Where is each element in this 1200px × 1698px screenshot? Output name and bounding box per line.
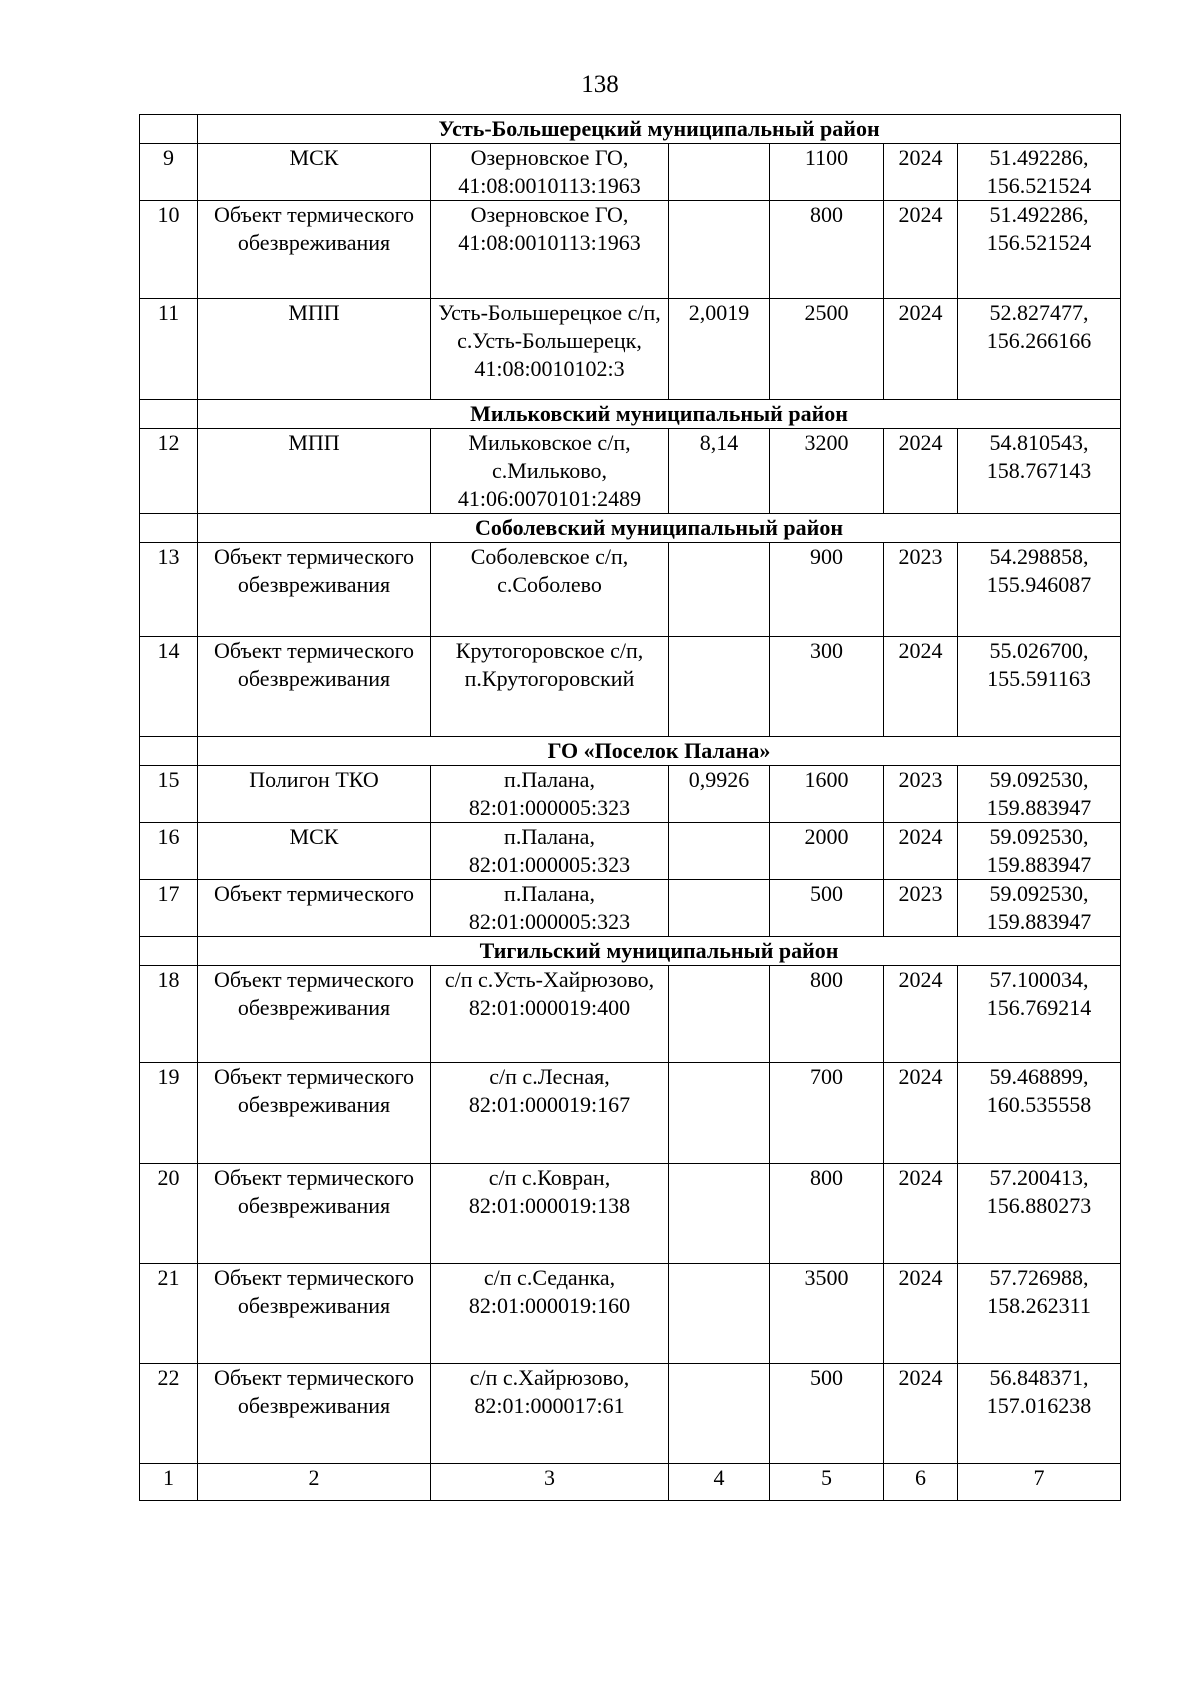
year-cell: 2024	[884, 637, 958, 737]
coords-cell: 57.100034, 156.769214	[958, 966, 1121, 1063]
area-cell	[669, 637, 770, 737]
coords-cell: 54.810543, 158.767143	[958, 429, 1121, 514]
location-cell: п.Палана, 82:01:000005:323	[431, 766, 669, 823]
coords-cell: 51.492286, 156.521524	[958, 201, 1121, 299]
capacity-cell: 900	[770, 543, 884, 637]
column-number: 3	[431, 1464, 669, 1501]
location-cell: с/п с.Хайрюзово, 82:01:000017:61	[431, 1364, 669, 1464]
year-cell: 2023	[884, 880, 958, 937]
table-row	[140, 1264, 1121, 1364]
area-cell	[669, 966, 770, 1063]
section-title: ГО «Поселок Палана»	[198, 737, 1121, 766]
table-row	[140, 299, 1121, 400]
capacity-cell: 2000	[770, 823, 884, 880]
blank-cell	[140, 400, 198, 429]
capacity-cell: 800	[770, 966, 884, 1063]
area-cell	[669, 823, 770, 880]
section-header-row	[140, 115, 1121, 144]
table-row	[140, 766, 1121, 823]
area-cell	[669, 144, 770, 201]
section-title: Усть-Большерецкий муниципальный район	[198, 115, 1121, 144]
capacity-cell: 1100	[770, 144, 884, 201]
table-row	[140, 637, 1121, 737]
location-cell: Озерновское ГО, 41:08:0010113:1963	[431, 144, 669, 201]
year-cell: 2024	[884, 1063, 958, 1164]
table-row	[140, 1063, 1121, 1164]
row-number: 11	[140, 299, 198, 400]
object-cell: Объект термического обезвреживания	[198, 201, 431, 299]
coords-cell: 59.092530, 159.883947	[958, 766, 1121, 823]
section-title: Тигильский муниципальный район	[198, 937, 1121, 966]
row-number: 9	[140, 144, 198, 201]
area-cell	[669, 1063, 770, 1164]
row-number: 22	[140, 1364, 198, 1464]
table-row	[140, 201, 1121, 299]
row-number: 17	[140, 880, 198, 937]
year-cell: 2024	[884, 823, 958, 880]
object-cell: МПП	[198, 299, 431, 400]
location-cell: Соболевское с/п, с.Соболево	[431, 543, 669, 637]
year-cell: 2023	[884, 543, 958, 637]
area-cell	[669, 201, 770, 299]
column-number: 6	[884, 1464, 958, 1501]
row-number: 20	[140, 1164, 198, 1264]
object-cell: Объект термического	[198, 880, 431, 937]
row-number: 10	[140, 201, 198, 299]
column-number: 5	[770, 1464, 884, 1501]
table-row	[140, 966, 1121, 1063]
location-cell: Крутогоровское с/п, п.Крутогоровский	[431, 637, 669, 737]
object-cell: МПП	[198, 429, 431, 514]
location-cell: п.Палана, 82:01:000005:323	[431, 823, 669, 880]
object-cell: Объект термического обезвреживания	[198, 637, 431, 737]
table-row	[140, 1164, 1121, 1264]
area-cell	[669, 880, 770, 937]
object-cell: Объект термического обезвреживания	[198, 1364, 431, 1464]
column-number: 2	[198, 1464, 431, 1501]
year-cell: 2023	[884, 766, 958, 823]
location-cell: Усть-Большерецкое с/п, с.Усть-Большерецк, 41:08:0010102:3	[431, 299, 669, 400]
area-cell	[669, 543, 770, 637]
section-title: Соболевский муниципальный район	[198, 514, 1121, 543]
row-number: 19	[140, 1063, 198, 1164]
table-row	[140, 543, 1121, 637]
location-cell: с/п с.Усть-Хайрюзово, 82:01:000019:400	[431, 966, 669, 1063]
coords-cell: 51.492286, 156.521524	[958, 144, 1121, 201]
object-cell: Объект термического обезвреживания	[198, 543, 431, 637]
facilities-table	[139, 114, 1121, 1501]
capacity-cell: 2500	[770, 299, 884, 400]
area-cell: 0,9926	[669, 766, 770, 823]
coords-cell: 54.298858, 155.946087	[958, 543, 1121, 637]
year-cell: 2024	[884, 1364, 958, 1464]
blank-cell	[140, 737, 198, 766]
capacity-cell: 1600	[770, 766, 884, 823]
capacity-cell: 500	[770, 1364, 884, 1464]
table-row	[140, 1364, 1121, 1464]
blank-cell	[140, 115, 198, 144]
location-cell: Озерновское ГО, 41:08:0010113:1963	[431, 201, 669, 299]
object-cell: МСК	[198, 823, 431, 880]
coords-cell: 59.468899, 160.535558	[958, 1063, 1121, 1164]
coords-cell: 59.092530, 159.883947	[958, 880, 1121, 937]
row-number: 16	[140, 823, 198, 880]
capacity-cell: 800	[770, 201, 884, 299]
coords-cell: 57.200413, 156.880273	[958, 1164, 1121, 1264]
area-cell	[669, 1164, 770, 1264]
coords-cell: 59.092530, 159.883947	[958, 823, 1121, 880]
section-title: Мильковский муниципальный район	[198, 400, 1121, 429]
object-cell: Полигон ТКО	[198, 766, 431, 823]
row-number: 15	[140, 766, 198, 823]
table-row	[140, 880, 1121, 937]
row-number: 14	[140, 637, 198, 737]
blank-cell	[140, 514, 198, 543]
section-header-row	[140, 514, 1121, 543]
object-cell: Объект термического обезвреживания	[198, 966, 431, 1063]
row-number: 18	[140, 966, 198, 1063]
row-number: 12	[140, 429, 198, 514]
row-number: 13	[140, 543, 198, 637]
capacity-cell: 700	[770, 1063, 884, 1164]
section-header-row	[140, 400, 1121, 429]
year-cell: 2024	[884, 966, 958, 1063]
capacity-cell: 3500	[770, 1264, 884, 1364]
table-row	[140, 144, 1121, 201]
coords-cell: 55.026700, 155.591163	[958, 637, 1121, 737]
object-cell: Объект термического обезвреживания	[198, 1164, 431, 1264]
location-cell: с/п с.Лесная, 82:01:000019:167	[431, 1063, 669, 1164]
year-cell: 2024	[884, 299, 958, 400]
coords-cell: 57.726988, 158.262311	[958, 1264, 1121, 1364]
section-header-row	[140, 937, 1121, 966]
section-header-row	[140, 737, 1121, 766]
year-cell: 2024	[884, 1264, 958, 1364]
area-cell: 8,14	[669, 429, 770, 514]
column-number: 7	[958, 1464, 1121, 1501]
table-row	[140, 429, 1121, 514]
capacity-cell: 500	[770, 880, 884, 937]
year-cell: 2024	[884, 429, 958, 514]
location-cell: Мильковское с/п, с.Мильково, 41:06:0070101:2489	[431, 429, 669, 514]
location-cell: с/п с.Седанка, 82:01:000019:160	[431, 1264, 669, 1364]
page-number: 138	[581, 71, 619, 98]
column-number: 1	[140, 1464, 198, 1501]
capacity-cell: 3200	[770, 429, 884, 514]
object-cell: МСК	[198, 144, 431, 201]
column-number-row	[140, 1464, 1121, 1501]
year-cell: 2024	[884, 144, 958, 201]
coords-cell: 52.827477, 156.266166	[958, 299, 1121, 400]
location-cell: п.Палана, 82:01:000005:323	[431, 880, 669, 937]
capacity-cell: 300	[770, 637, 884, 737]
year-cell: 2024	[884, 1164, 958, 1264]
object-cell: Объект термического обезвреживания	[198, 1063, 431, 1164]
object-cell: Объект термического обезвреживания	[198, 1264, 431, 1364]
column-number: 4	[669, 1464, 770, 1501]
coords-cell: 56.848371, 157.016238	[958, 1364, 1121, 1464]
capacity-cell: 800	[770, 1164, 884, 1264]
area-cell	[669, 1264, 770, 1364]
location-cell: с/п с.Ковран, 82:01:000019:138	[431, 1164, 669, 1264]
area-cell	[669, 1364, 770, 1464]
blank-cell	[140, 937, 198, 966]
area-cell: 2,0019	[669, 299, 770, 400]
row-number: 21	[140, 1264, 198, 1364]
table-row	[140, 823, 1121, 880]
year-cell: 2024	[884, 201, 958, 299]
